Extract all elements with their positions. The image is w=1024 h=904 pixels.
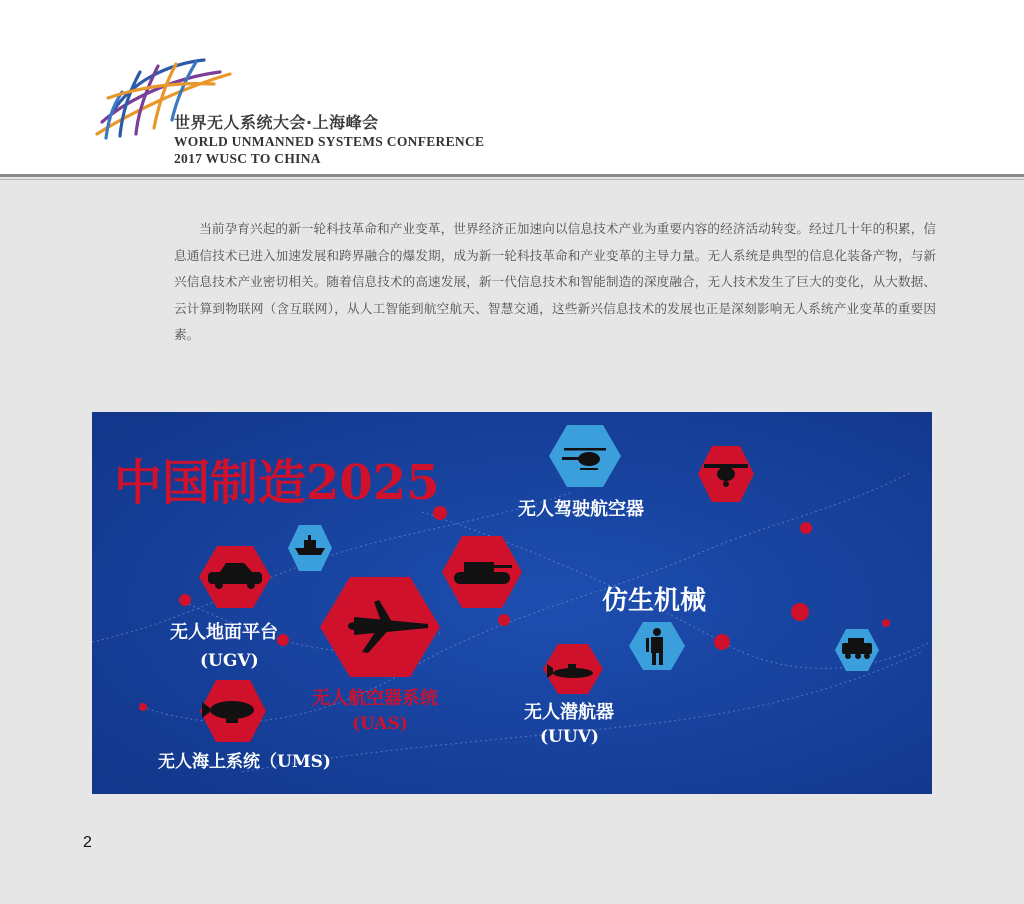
infographic-canvas: [92, 412, 932, 794]
logo-chinese-title: 世界无人系统大会·上海峰会: [174, 113, 379, 132]
uas-abbr: (UAS): [352, 714, 408, 734]
uav-label: 无人驾驶航空器: [518, 499, 644, 520]
uuv-abbr: (UUV): [540, 727, 599, 747]
page-number: 2: [83, 834, 92, 851]
ugv-abbr: (UGV): [200, 651, 259, 671]
header-divider: [0, 174, 1024, 177]
infographic-title: 中国制造2025: [114, 455, 440, 511]
header-divider-thin: [0, 179, 1024, 180]
ums-label: 无人海上系统（UMS): [158, 752, 331, 772]
logo-english-title: WORLD UNMANNED SYSTEMS CONFERENCE: [174, 134, 485, 149]
body-paragraph: 当前孕育兴起的新一轮科技革命和产业变革，世界经济正加速向以信息技术产业为重要内容的经济活动转变。经过几十年的积累，信息通信技术已进入加速发展和跨界融合的爆发期，成为新一轮科技革命和产业变革的主导力量。无人系统是典型的信息化装备产物，与新兴信息技术产业密切相关。随着信息技术的高速发展，新一代信息技术和智能制造的深度融合，无人技术发生了巨大的变化，从大数据、云计算到物联网（含互联网），从人工智能到航空航天、智慧交通，这些新兴信息技术的发展也正是深刻影响无人系统产业变革的重要因素。: [174, 221, 936, 342]
logo-english-subtitle: 2017 WUSC TO CHINA: [174, 151, 321, 166]
ugv-label: 无人地面平台: [170, 622, 278, 643]
infographic-made-in-china-2025: [92, 412, 932, 794]
uuv-label: 无人潜航器: [524, 702, 614, 723]
uas-label: 无人航空器系统: [312, 688, 438, 709]
bionic-label: 仿生机械: [602, 586, 707, 616]
page-header: [0, 0, 1024, 174]
